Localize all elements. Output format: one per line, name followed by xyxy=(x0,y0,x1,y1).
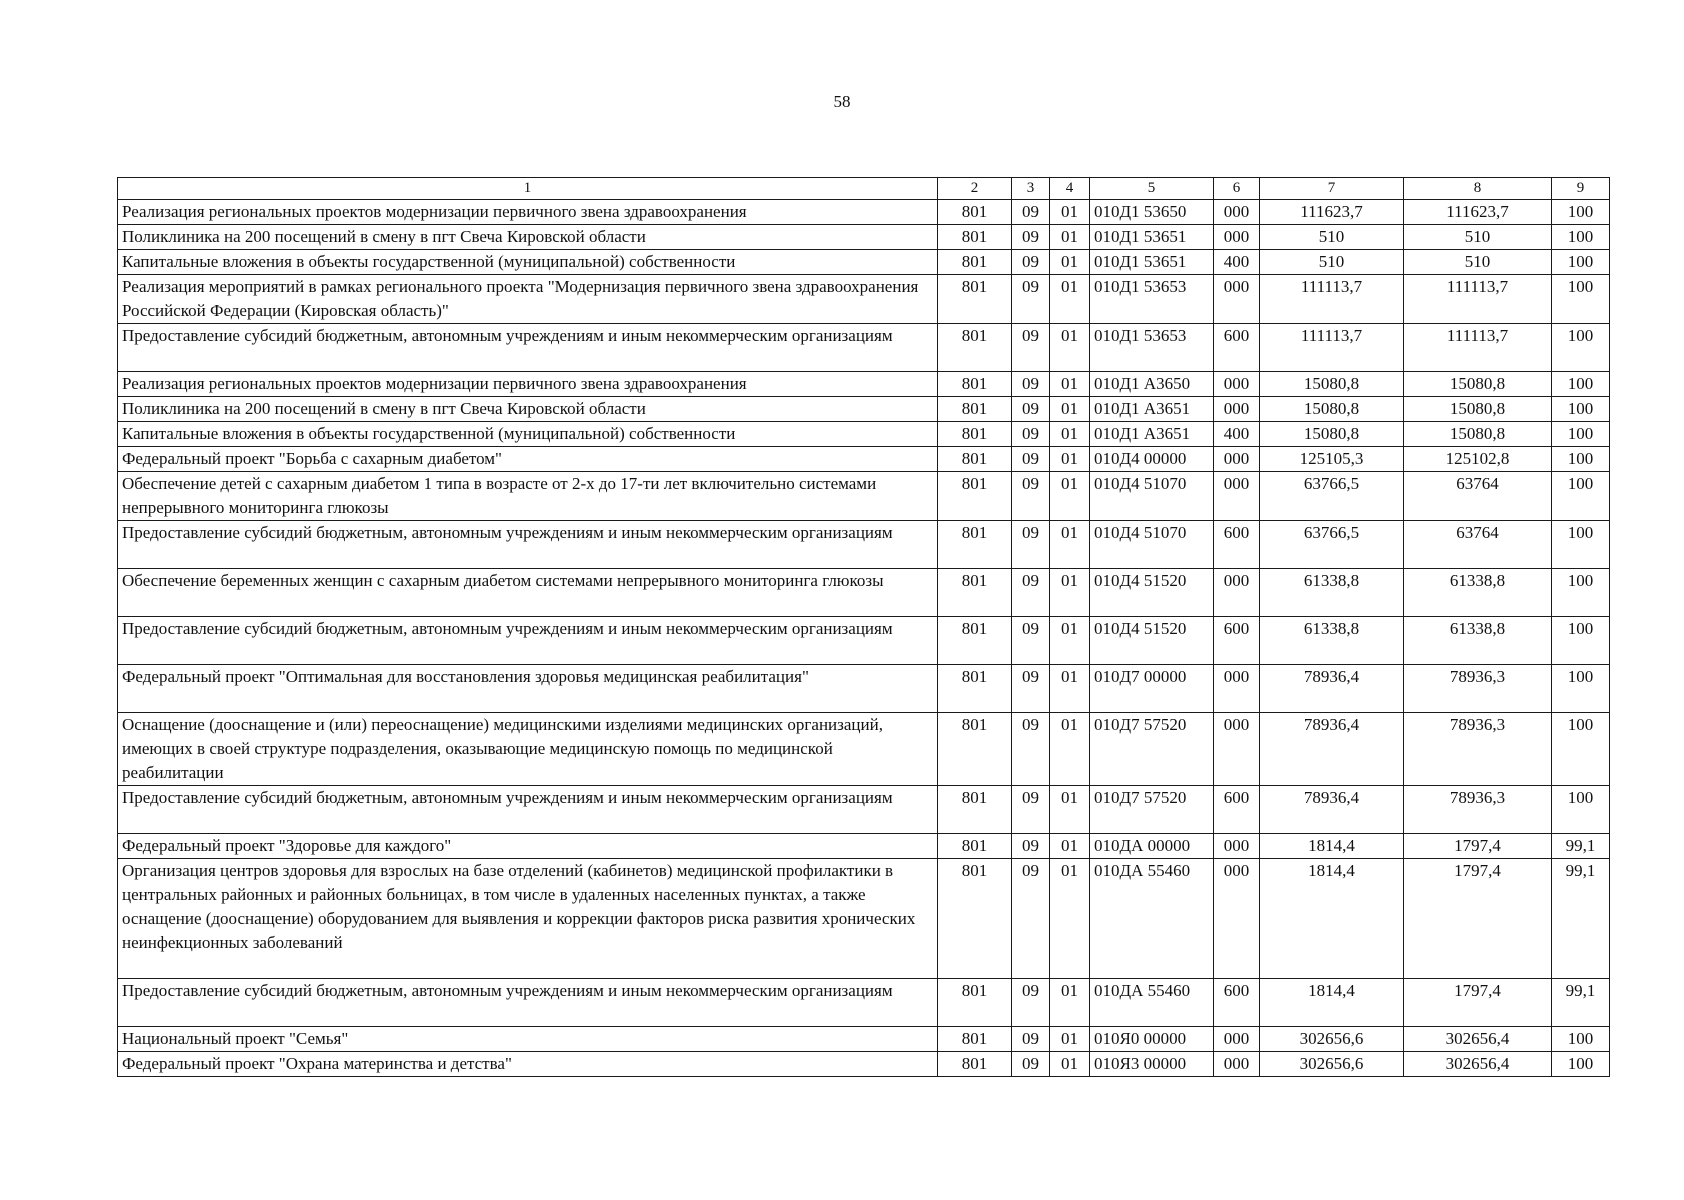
expense-type-cell: 000 xyxy=(1214,225,1260,250)
actual-amount-cell: 302656,4 xyxy=(1404,1052,1552,1077)
section-code-cell: 09 xyxy=(1012,250,1050,275)
section-code-cell: 09 xyxy=(1012,521,1050,569)
execution-percent-cell: 100 xyxy=(1552,472,1610,521)
actual-amount-cell: 61338,8 xyxy=(1404,617,1552,665)
expense-type-cell: 000 xyxy=(1214,1052,1260,1077)
table-row xyxy=(118,521,1610,569)
actual-amount-cell: 1797,4 xyxy=(1404,859,1552,979)
subsection-code-cell: 01 xyxy=(1050,275,1090,324)
actual-amount-cell: 302656,4 xyxy=(1404,1027,1552,1052)
section-code-cell: 09 xyxy=(1012,713,1050,786)
expense-type-cell: 400 xyxy=(1214,250,1260,275)
execution-percent-cell: 100 xyxy=(1552,1052,1610,1077)
actual-amount-cell: 61338,8 xyxy=(1404,569,1552,617)
subsection-code-cell: 01 xyxy=(1050,979,1090,1027)
execution-percent-cell: 100 xyxy=(1552,225,1610,250)
plan-amount-cell: 1814,4 xyxy=(1260,834,1404,859)
section-code-cell: 09 xyxy=(1012,786,1050,834)
plan-amount-cell: 15080,8 xyxy=(1260,372,1404,397)
section-code-cell: 09 xyxy=(1012,1052,1050,1077)
ministry-code-cell: 801 xyxy=(938,447,1012,472)
actual-amount-cell: 510 xyxy=(1404,225,1552,250)
expense-type-cell: 600 xyxy=(1214,979,1260,1027)
target-article-cell: 010Д1 53653 xyxy=(1090,324,1214,372)
section-code-cell: 09 xyxy=(1012,397,1050,422)
plan-amount-cell: 63766,5 xyxy=(1260,521,1404,569)
section-code-cell: 09 xyxy=(1012,1027,1050,1052)
ministry-code-cell: 801 xyxy=(938,569,1012,617)
row-name-cell: Федеральный проект "Борьба с сахарным диабетом" xyxy=(118,447,938,472)
execution-percent-cell: 100 xyxy=(1552,324,1610,372)
row-name-cell: Капитальные вложения в объекты государственной (муниципальной) собственности xyxy=(118,422,938,447)
expense-type-cell: 600 xyxy=(1214,324,1260,372)
row-name-cell: Предоставление субсидий бюджетным, автономным учреждениям и иным некоммерческим организациям xyxy=(118,786,938,834)
target-article-cell: 010Д4 51070 xyxy=(1090,472,1214,521)
table-row xyxy=(118,834,1610,859)
target-article-cell: 010Д1 53653 xyxy=(1090,275,1214,324)
target-article-cell: 010Д1 53650 xyxy=(1090,200,1214,225)
plan-amount-cell: 61338,8 xyxy=(1260,569,1404,617)
row-name-cell: Предоставление субсидий бюджетным, автономным учреждениям и иным некоммерческим организациям xyxy=(118,521,938,569)
section-code-cell: 09 xyxy=(1012,422,1050,447)
row-name-cell: Поликлиника на 200 посещений в смену в пгт Свеча Кировской области xyxy=(118,397,938,422)
execution-percent-cell: 100 xyxy=(1552,1027,1610,1052)
actual-amount-cell: 510 xyxy=(1404,250,1552,275)
page-number: 58 xyxy=(833,92,851,111)
expense-type-cell: 000 xyxy=(1214,665,1260,713)
plan-amount-cell: 510 xyxy=(1260,250,1404,275)
actual-amount-cell: 78936,3 xyxy=(1404,665,1552,713)
target-article-cell: 010Д4 00000 xyxy=(1090,447,1214,472)
ministry-code-cell: 801 xyxy=(938,1027,1012,1052)
actual-amount-cell: 15080,8 xyxy=(1404,397,1552,422)
subsection-code-cell: 01 xyxy=(1050,521,1090,569)
subsection-code-cell: 01 xyxy=(1050,250,1090,275)
table-row xyxy=(118,786,1610,834)
row-name-cell: Федеральный проект "Оптимальная для восстановления здоровья медицинская реабилитация" xyxy=(118,665,938,713)
table-row xyxy=(118,713,1610,786)
section-code-cell: 09 xyxy=(1012,324,1050,372)
target-article-cell: 010Д4 51520 xyxy=(1090,617,1214,665)
section-code-cell: 09 xyxy=(1012,372,1050,397)
actual-amount-cell: 15080,8 xyxy=(1404,372,1552,397)
ministry-code-cell: 801 xyxy=(938,979,1012,1027)
target-article-cell: 010Д1 53651 xyxy=(1090,250,1214,275)
ministry-code-cell: 801 xyxy=(938,859,1012,979)
row-name-cell: Реализация мероприятий в рамках регионального проекта "Модернизация первичного звена здравоохранения Российской Федерации (Кировская область)" xyxy=(118,275,938,324)
row-name-cell: Реализация региональных проектов модернизации первичного звена здравоохранения xyxy=(118,200,938,225)
subsection-code-cell: 01 xyxy=(1050,569,1090,617)
expense-type-cell: 000 xyxy=(1214,200,1260,225)
actual-amount-cell: 111113,7 xyxy=(1404,275,1552,324)
target-article-cell: 010Д7 00000 xyxy=(1090,665,1214,713)
expense-type-cell: 000 xyxy=(1214,397,1260,422)
ministry-code-cell: 801 xyxy=(938,617,1012,665)
actual-amount-cell: 78936,3 xyxy=(1404,786,1552,834)
target-article-cell: 010ДА 55460 xyxy=(1090,859,1214,979)
subsection-code-cell: 01 xyxy=(1050,713,1090,786)
expense-type-cell: 000 xyxy=(1214,834,1260,859)
target-article-cell: 010Д1 53651 xyxy=(1090,225,1214,250)
execution-percent-cell: 100 xyxy=(1552,447,1610,472)
execution-percent-cell: 100 xyxy=(1552,617,1610,665)
actual-amount-cell: 1797,4 xyxy=(1404,979,1552,1027)
target-article-cell: 010ДА 55460 xyxy=(1090,979,1214,1027)
section-code-cell: 09 xyxy=(1012,617,1050,665)
expense-type-cell: 000 xyxy=(1214,569,1260,617)
subsection-code-cell: 01 xyxy=(1050,665,1090,713)
target-article-cell: 010Д7 57520 xyxy=(1090,786,1214,834)
column-header: 7 xyxy=(1260,178,1404,200)
subsection-code-cell: 01 xyxy=(1050,447,1090,472)
plan-amount-cell: 78936,4 xyxy=(1260,713,1404,786)
row-name-cell: Реализация региональных проектов модернизации первичного звена здравоохранения xyxy=(118,372,938,397)
subsection-code-cell: 01 xyxy=(1050,422,1090,447)
execution-percent-cell: 100 xyxy=(1552,665,1610,713)
plan-amount-cell: 15080,8 xyxy=(1260,422,1404,447)
section-code-cell: 09 xyxy=(1012,834,1050,859)
execution-percent-cell: 100 xyxy=(1552,422,1610,447)
budget-table xyxy=(117,177,1610,1077)
subsection-code-cell: 01 xyxy=(1050,834,1090,859)
row-name-cell: Оснащение (дооснащение и (или) переоснащение) медицинскими изделиями медицинских организаций, имеющих в своей структуре подразделения, оказывающие медицинскую помощь по медицинской реабилитации xyxy=(118,713,938,786)
execution-percent-cell: 100 xyxy=(1552,713,1610,786)
table-row xyxy=(118,324,1610,372)
expense-type-cell: 600 xyxy=(1214,786,1260,834)
subsection-code-cell: 01 xyxy=(1050,1027,1090,1052)
table-row xyxy=(118,397,1610,422)
section-code-cell: 09 xyxy=(1012,665,1050,713)
section-code-cell: 09 xyxy=(1012,472,1050,521)
expense-type-cell: 000 xyxy=(1214,372,1260,397)
table-row xyxy=(118,225,1610,250)
ministry-code-cell: 801 xyxy=(938,713,1012,786)
column-header: 4 xyxy=(1050,178,1090,200)
subsection-code-cell: 01 xyxy=(1050,617,1090,665)
execution-percent-cell: 100 xyxy=(1552,521,1610,569)
column-header: 9 xyxy=(1552,178,1610,200)
plan-amount-cell: 302656,6 xyxy=(1260,1027,1404,1052)
ministry-code-cell: 801 xyxy=(938,225,1012,250)
subsection-code-cell: 01 xyxy=(1050,372,1090,397)
table-row xyxy=(118,447,1610,472)
actual-amount-cell: 63764 xyxy=(1404,521,1552,569)
plan-amount-cell: 302656,6 xyxy=(1260,1052,1404,1077)
execution-percent-cell: 100 xyxy=(1552,372,1610,397)
actual-amount-cell: 111113,7 xyxy=(1404,324,1552,372)
subsection-code-cell: 01 xyxy=(1050,859,1090,979)
subsection-code-cell: 01 xyxy=(1050,324,1090,372)
subsection-code-cell: 01 xyxy=(1050,786,1090,834)
section-code-cell: 09 xyxy=(1012,275,1050,324)
table-row xyxy=(118,1052,1610,1077)
ministry-code-cell: 801 xyxy=(938,1052,1012,1077)
table-row xyxy=(118,472,1610,521)
plan-amount-cell: 78936,4 xyxy=(1260,786,1404,834)
row-name-cell: Поликлиника на 200 посещений в смену в пгт Свеча Кировской области xyxy=(118,225,938,250)
actual-amount-cell: 125102,8 xyxy=(1404,447,1552,472)
row-name-cell: Предоставление субсидий бюджетным, автономным учреждениям и иным некоммерческим организациям xyxy=(118,324,938,372)
plan-amount-cell: 63766,5 xyxy=(1260,472,1404,521)
execution-percent-cell: 100 xyxy=(1552,569,1610,617)
plan-amount-cell: 510 xyxy=(1260,225,1404,250)
target-article-cell: 010Д7 57520 xyxy=(1090,713,1214,786)
execution-percent-cell: 100 xyxy=(1552,250,1610,275)
expense-type-cell: 000 xyxy=(1214,447,1260,472)
row-name-cell: Предоставление субсидий бюджетным, автономным учреждениям и иным некоммерческим организациям xyxy=(118,979,938,1027)
target-article-cell: 010ДА 00000 xyxy=(1090,834,1214,859)
expense-type-cell: 000 xyxy=(1214,859,1260,979)
section-code-cell: 09 xyxy=(1012,200,1050,225)
plan-amount-cell: 1814,4 xyxy=(1260,979,1404,1027)
ministry-code-cell: 801 xyxy=(938,397,1012,422)
section-code-cell: 09 xyxy=(1012,225,1050,250)
table-row xyxy=(118,200,1610,225)
row-name-cell: Капитальные вложения в объекты государственной (муниципальной) собственности xyxy=(118,250,938,275)
actual-amount-cell: 111623,7 xyxy=(1404,200,1552,225)
table-row xyxy=(118,422,1610,447)
target-article-cell: 010Я3 00000 xyxy=(1090,1052,1214,1077)
plan-amount-cell: 78936,4 xyxy=(1260,665,1404,713)
subsection-code-cell: 01 xyxy=(1050,472,1090,521)
table-row xyxy=(118,859,1610,979)
target-article-cell: 010Д1 А3651 xyxy=(1090,422,1214,447)
plan-amount-cell: 61338,8 xyxy=(1260,617,1404,665)
ministry-code-cell: 801 xyxy=(938,472,1012,521)
plan-amount-cell: 1814,4 xyxy=(1260,859,1404,979)
subsection-code-cell: 01 xyxy=(1050,200,1090,225)
ministry-code-cell: 801 xyxy=(938,200,1012,225)
actual-amount-cell: 15080,8 xyxy=(1404,422,1552,447)
plan-amount-cell: 111113,7 xyxy=(1260,324,1404,372)
column-header: 3 xyxy=(1012,178,1050,200)
table-row xyxy=(118,979,1610,1027)
expense-type-cell: 000 xyxy=(1214,713,1260,786)
row-name-cell: Организация центров здоровья для взрослых на базе отделений (кабинетов) медицинской профилактики в центральных районных и районных больницах, в том числе в удаленных населенных пунктах, а также оснащение (дооснащение) оборудованием для выявления и коррекции факторов риска развития хронических неинфекционных заболеваний xyxy=(118,859,938,979)
actual-amount-cell: 1797,4 xyxy=(1404,834,1552,859)
table-row xyxy=(118,569,1610,617)
table-row xyxy=(118,665,1610,713)
execution-percent-cell: 99,1 xyxy=(1552,859,1610,979)
expense-type-cell: 600 xyxy=(1214,617,1260,665)
subsection-code-cell: 01 xyxy=(1050,1052,1090,1077)
target-article-cell: 010Д4 51070 xyxy=(1090,521,1214,569)
section-code-cell: 09 xyxy=(1012,569,1050,617)
ministry-code-cell: 801 xyxy=(938,275,1012,324)
expense-type-cell: 000 xyxy=(1214,472,1260,521)
ministry-code-cell: 801 xyxy=(938,834,1012,859)
subsection-code-cell: 01 xyxy=(1050,397,1090,422)
column-header: 6 xyxy=(1214,178,1260,200)
section-code-cell: 09 xyxy=(1012,979,1050,1027)
row-name-cell: Обеспечение беременных женщин с сахарным диабетом системами непрерывного мониторинга глюкозы xyxy=(118,569,938,617)
row-name-cell: Федеральный проект "Охрана материнства и детства" xyxy=(118,1052,938,1077)
execution-percent-cell: 100 xyxy=(1552,397,1610,422)
row-name-cell: Национальный проект "Семья" xyxy=(118,1027,938,1052)
column-header: 1 xyxy=(118,178,938,200)
actual-amount-cell: 78936,3 xyxy=(1404,713,1552,786)
execution-percent-cell: 99,1 xyxy=(1552,979,1610,1027)
row-name-cell: Федеральный проект "Здоровье для каждого" xyxy=(118,834,938,859)
column-header: 5 xyxy=(1090,178,1214,200)
table-row xyxy=(118,275,1610,324)
table-row xyxy=(118,250,1610,275)
table-row xyxy=(118,617,1610,665)
column-header: 8 xyxy=(1404,178,1552,200)
execution-percent-cell: 100 xyxy=(1552,200,1610,225)
ministry-code-cell: 801 xyxy=(938,521,1012,569)
section-code-cell: 09 xyxy=(1012,447,1050,472)
ministry-code-cell: 801 xyxy=(938,250,1012,275)
plan-amount-cell: 111113,7 xyxy=(1260,275,1404,324)
expense-type-cell: 000 xyxy=(1214,275,1260,324)
ministry-code-cell: 801 xyxy=(938,372,1012,397)
ministry-code-cell: 801 xyxy=(938,665,1012,713)
actual-amount-cell: 63764 xyxy=(1404,472,1552,521)
ministry-code-cell: 801 xyxy=(938,786,1012,834)
execution-percent-cell: 99,1 xyxy=(1552,834,1610,859)
table-row xyxy=(118,372,1610,397)
section-code-cell: 09 xyxy=(1012,859,1050,979)
execution-percent-cell: 100 xyxy=(1552,786,1610,834)
expense-type-cell: 400 xyxy=(1214,422,1260,447)
plan-amount-cell: 111623,7 xyxy=(1260,200,1404,225)
table-row xyxy=(118,1027,1610,1052)
ministry-code-cell: 801 xyxy=(938,324,1012,372)
row-name-cell: Предоставление субсидий бюджетным, автономным учреждениям и иным некоммерческим организациям xyxy=(118,617,938,665)
target-article-cell: 010Д1 А3651 xyxy=(1090,397,1214,422)
plan-amount-cell: 15080,8 xyxy=(1260,397,1404,422)
subsection-code-cell: 01 xyxy=(1050,225,1090,250)
column-header: 2 xyxy=(938,178,1012,200)
row-name-cell: Обеспечение детей с сахарным диабетом 1 типа в возрасте от 2-х до 17-ти лет включительно системами непрерывного мониторинга глюкозы xyxy=(118,472,938,521)
execution-percent-cell: 100 xyxy=(1552,275,1610,324)
target-article-cell: 010Я0 00000 xyxy=(1090,1027,1214,1052)
plan-amount-cell: 125105,3 xyxy=(1260,447,1404,472)
ministry-code-cell: 801 xyxy=(938,422,1012,447)
target-article-cell: 010Д4 51520 xyxy=(1090,569,1214,617)
expense-type-cell: 000 xyxy=(1214,1027,1260,1052)
target-article-cell: 010Д1 А3650 xyxy=(1090,372,1214,397)
table-header-row xyxy=(118,178,1610,200)
expense-type-cell: 600 xyxy=(1214,521,1260,569)
table-body xyxy=(118,200,1610,1077)
